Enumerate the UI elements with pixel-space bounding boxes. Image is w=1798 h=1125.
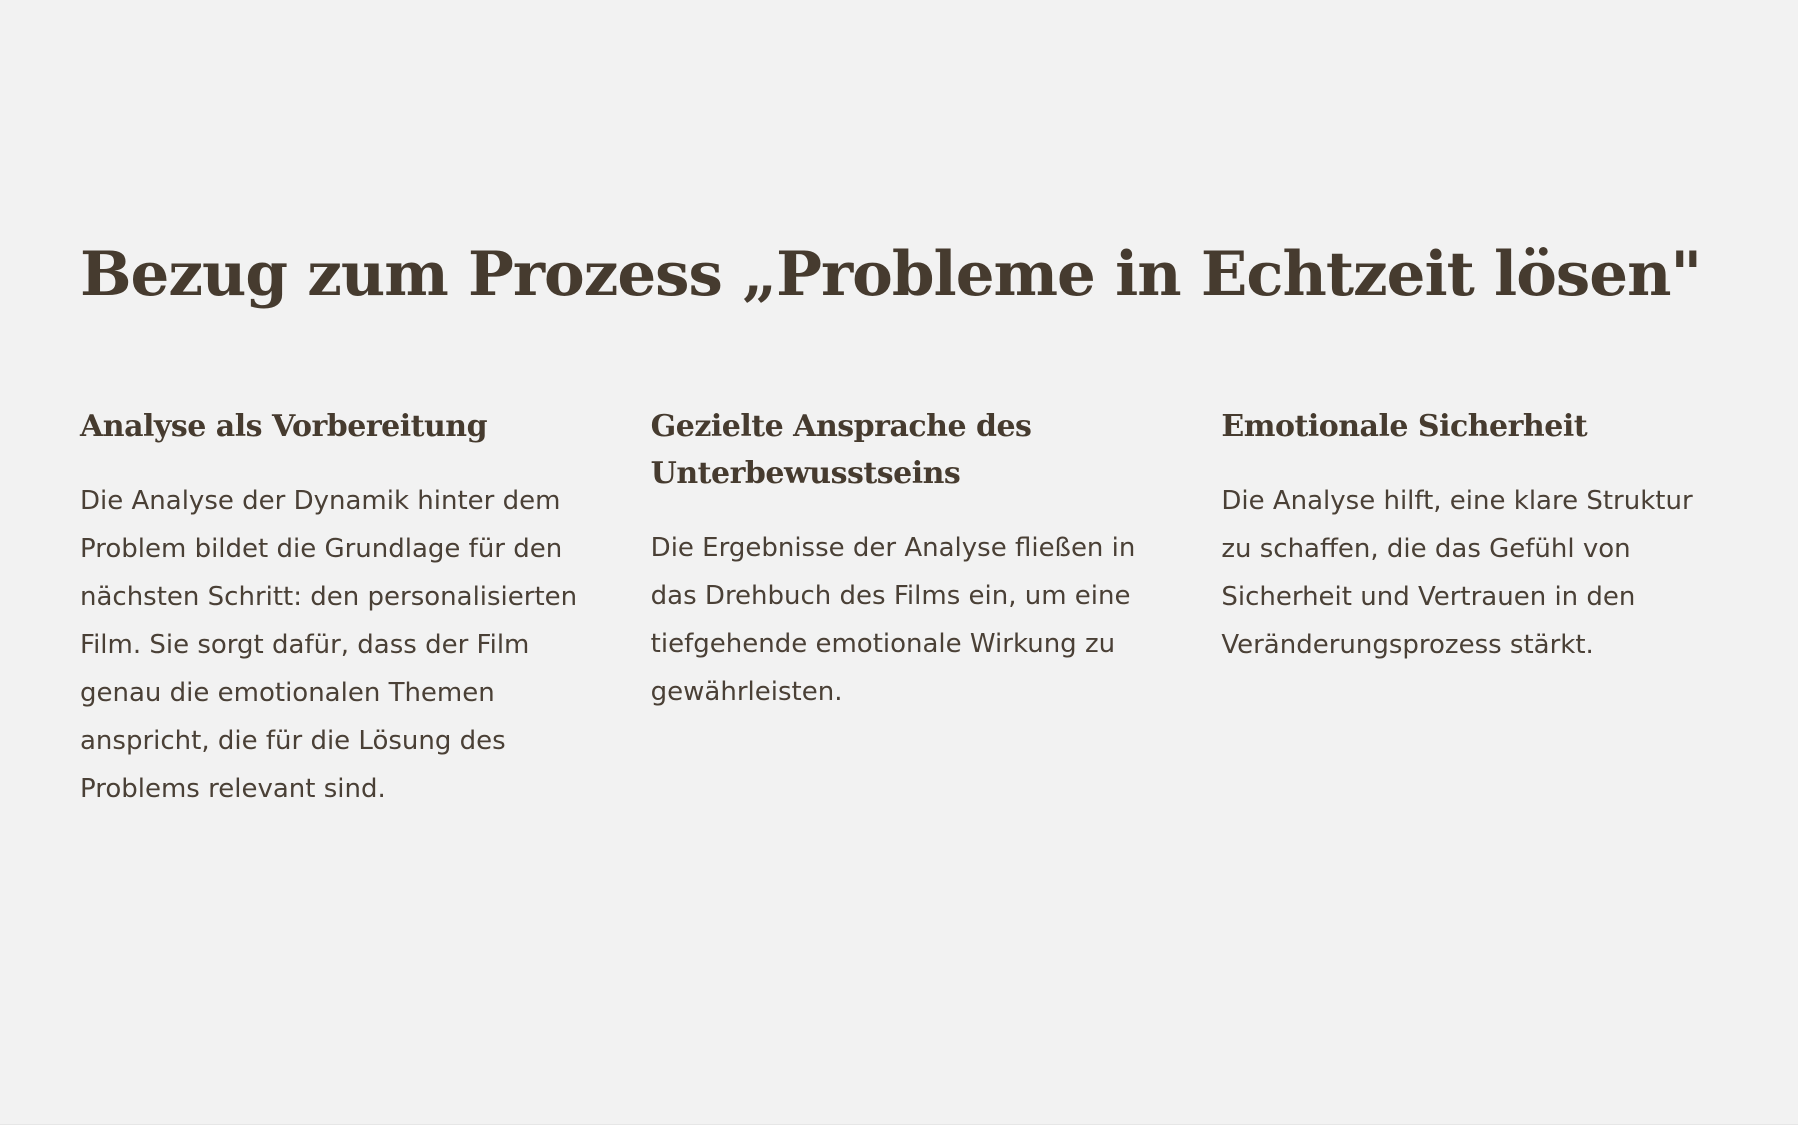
section-title: Bezug zum Prozess „Probleme in Echtzeit lösen" bbox=[80, 239, 1702, 310]
feature-text: Die Analyse der Dynamik hinter dem Problem bildet die Grundlage für den nächsten Schritt: den personalisierten Film. Sie sorgt dafür, dass der Film genau die emotionalen Themen anspricht, die für die Lösung des Problems relevant sind. bbox=[80, 486, 578, 804]
feature-heading: Analyse als Vorbereitung bbox=[80, 409, 488, 444]
feature-heading: Gezielte Ansprache des Unterbewusstseins bbox=[650, 409, 1032, 491]
feature-heading: Emotionale Sicherheit bbox=[1221, 409, 1588, 444]
feature-column-subconscious bbox=[651, 403, 1150, 813]
feature-text: Die Analyse hilft, eine klare Struktur zu schaffen, die das Gefühl von Sicherheit und Vertrauen in den Veränderungsprozess stärkt. bbox=[1221, 486, 1693, 660]
feature-text: Die Ergebnisse der Analyse fließen in das Drehbuch des Films ein, um eine tiefgehende emotionale Wirkung zu gewährleisten. bbox=[650, 533, 1136, 707]
feature-column-analysis bbox=[80, 403, 579, 813]
feature-columns bbox=[80, 403, 1720, 813]
feature-column-security bbox=[1221, 403, 1720, 813]
